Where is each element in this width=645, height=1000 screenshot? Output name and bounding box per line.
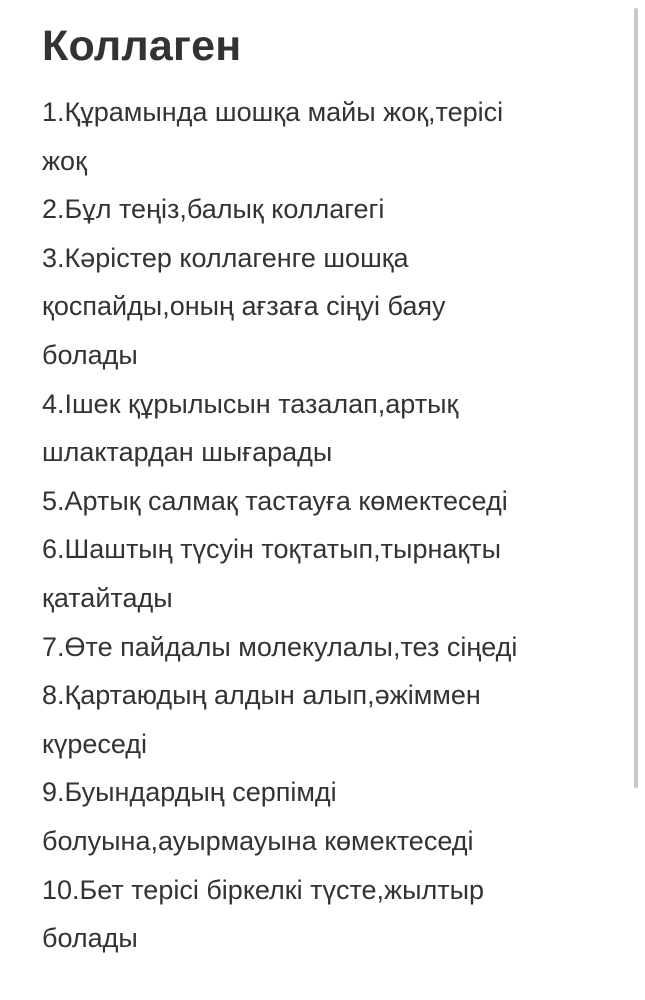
list-line: қатайтады	[42, 582, 173, 613]
list-line: қоспайды,оның ағзаға сіңуі баяу	[42, 291, 446, 322]
list-line: күреседі	[42, 728, 148, 759]
list-line: 3.Кәрістер коллагенге шошқа	[42, 242, 409, 273]
list-line: жоқ	[42, 145, 87, 176]
list-line: 10.Бет терісі біркелкі түсте,жылтыр	[42, 874, 485, 905]
list-line: 6.Шаштың түсуін тоқтатып,тырнақты	[42, 534, 501, 565]
list-line: 7.Өте пайдалы молекулалы,тез сіңеді	[42, 631, 518, 662]
vertical-scrollbar[interactable]	[634, 8, 638, 788]
list-line: 8.Қартаюдың алдын алып,әжіммен	[42, 680, 481, 711]
list-line: 5.Артық салмақ тастауға көмектеседі	[42, 485, 508, 516]
list-line: 2.Бұл теңіз,балық коллагегі	[42, 194, 385, 225]
list-line: болады	[42, 339, 138, 370]
list-line: 4.Ішек құрылысын тазалап,артық	[42, 388, 459, 419]
benefits-list	[42, 88, 602, 963]
page-title: Коллаген	[42, 22, 242, 70]
list-line: 1.Құрамында шошқа майы жоқ,терісі	[42, 97, 504, 127]
list-line: болады	[42, 923, 138, 954]
list-line: шлактардан шығарады	[42, 437, 333, 468]
list-line: 9.Буындардың серпімді	[42, 777, 337, 808]
list-line: болуына,ауырмауына көмектеседі	[42, 825, 474, 856]
